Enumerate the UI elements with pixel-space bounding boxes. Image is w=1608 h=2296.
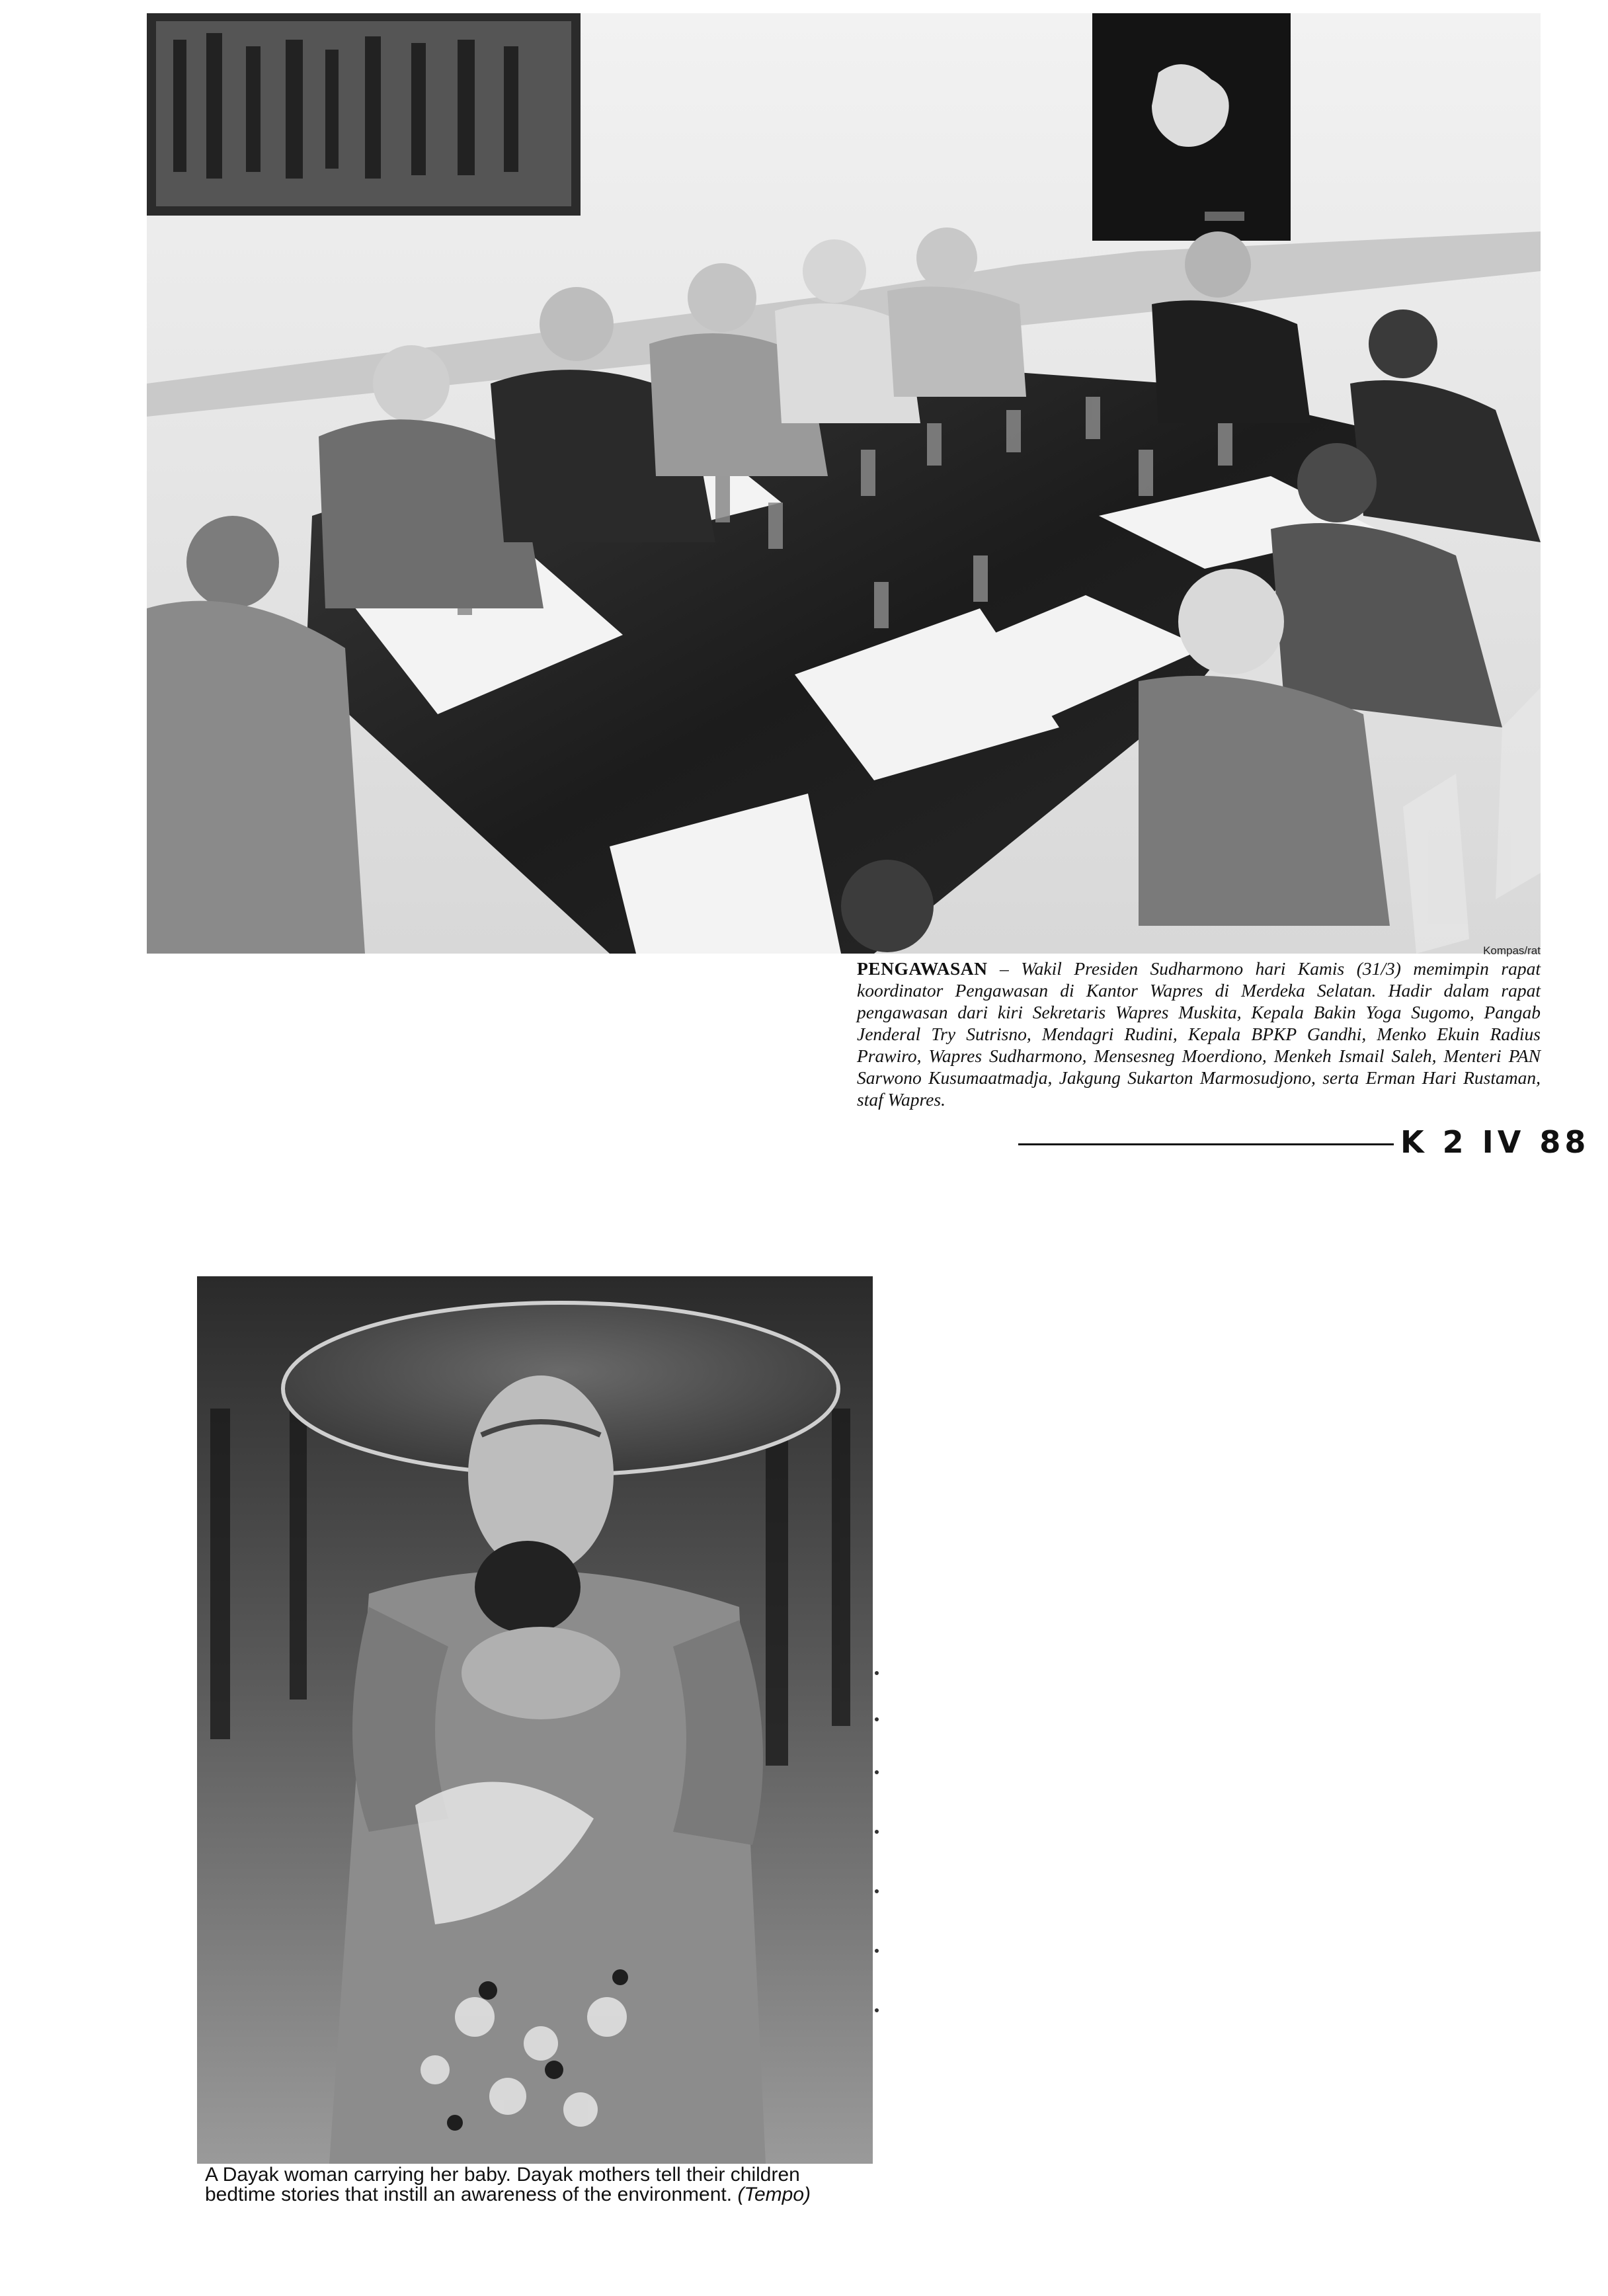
caption-rule (1018, 1143, 1394, 1145)
caption-headline: PENGAWASAN (857, 958, 988, 979)
top-caption (857, 958, 1541, 1110)
meeting-photo (147, 13, 1541, 954)
edge-dots (874, 1666, 881, 2024)
caption-dash: – (987, 958, 1022, 979)
photo-credit: Kompas/rat (1483, 944, 1541, 957)
bottom-caption (205, 2165, 873, 2205)
bottom-caption-source: (Tempo) (737, 2184, 811, 2205)
caption-body: Wakil Presiden Sudharmono hari Kamis (31/3) memimpin rapat koordinator Pengawasan di Kantor Wapres di Merdeka Selatan. Hadir dalam rapat pengawasan dari kiri Sekretaris Wapres Muskita, Kepala Bakin Yoga Sugomo, Pangab Jenderal Try Sutrisno, Mendagri Rudini, Kepala BPKP Gandhi, Menko Ekuin Radius Prawiro, Wapres Sudharmono, Mensesneg Moerdiono, Menkeh Ismail Saleh, Menteri PAN Sarwono Kusumaatmadja, Jakgung Sukarton Marmosudjono, serta Erman Hari Rustaman, staf Wapres. (857, 958, 1541, 1110)
bottom-caption-text: A Dayak woman carrying her baby. Dayak mothers tell their children bedtime stories that instill an awareness of the environment. (205, 2164, 800, 2205)
handwritten-date-note: K 2 IV 88 (1400, 1124, 1590, 1160)
dayak-woman-photo (197, 1276, 873, 2164)
